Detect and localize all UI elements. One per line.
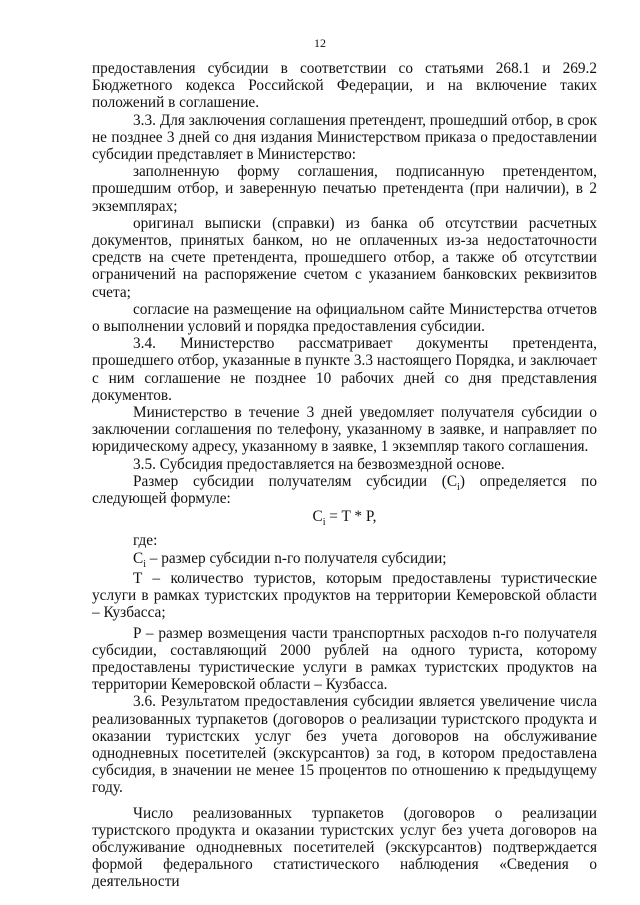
paragraph-subsidy-size: [92, 473, 597, 507]
paragraph-3-6: 3.6. Результатом предоставления субсидии является увеличение числа реализованных турпакетов (договоров о реализации туристского продукта и оказании туристских услуг без учета договоров на обслуживание однодневных посетителей (экскурсантов) за год, в котором предоставлена субсидия, в значении не менее 15 процентов по отношению к предыдущему году.: [92, 693, 597, 797]
formula-c: C: [312, 508, 323, 526]
subsidy-size-text-start: Размер субсидии получателям субсидии (C: [133, 472, 458, 490]
list-item-agreement-form: заполненную форму соглашения, подписанную претендентом, прошедшим отбор, и заверенную печатью претендента (при наличии), в 2 экземплярах;: [92, 163, 597, 215]
definition-p: P – размер возмещения части транспортных расходов n-го получателя субсидии, составляющий 2000 рублей на одного туриста, которому предоставлены туристические услуги в рамках туристских продуктов на территории Кемеровской области – Кузбасса.: [92, 624, 597, 694]
formula-rest: = T * P,: [325, 508, 377, 526]
definition-ci-c: C: [133, 549, 144, 567]
subscript-i: i: [457, 481, 460, 493]
page-number: 12: [314, 36, 326, 50]
subsidy-size-text-end: ) определяется по следующей формуле:: [92, 472, 597, 508]
paragraph-tour-packages: Число реализованных турпакетов (договоров о реализации туристского продукта и оказании туристских услуг без учета договоров на обслуживание однодневных посетителей (экскурсантов) подтверждается формой федерального статистического наблюдения «Сведения о деятельности: [92, 804, 597, 891]
paragraph-3-5: 3.5. Субсидия предоставляется на безвозмездной основе.: [133, 455, 505, 473]
paragraph-where: где:: [133, 532, 158, 550]
paragraph-notification: Министерство в течение 3 дней уведомляет получателя субсидии о заключении соглашения по телефону, указанному в заявке, и направляет по юридическому адресу, указанному в заявке, 1 экземпляр такого соглашения.: [92, 404, 597, 456]
definition-ci: [92, 549, 597, 570]
definition-t: T – количество туристов, которым предоставлены туристические услуги в рамках туристских продуктов на территории Кемеровской области – Кузбасса;: [92, 569, 597, 622]
paragraph-3-3: 3.3. Для заключения соглашения претендент, прошедший отбор, в срок не позднее 3 дней со дня издания Министерством приказа о предоставлении субсидии представляет в Министерство:: [92, 111, 597, 164]
formula-subscript-i: i: [322, 517, 326, 529]
list-item-consent: согласие на размещение на официальном сайте Министерства отчетов о выполнении условий и порядка предоставления субсидии.: [92, 300, 597, 336]
list-item-bank-statement: оригинал выписки (справки) из банка об отсутствии расчетных документов, принятых банком, но не оплаченных из-за недостаточности средств на счете претендента, прошедшего отбор, а также об отсутствии ограничений на распоряжение счетом с указанием банковских реквизитов счета;: [92, 214, 597, 301]
definition-ci-subscript: i: [143, 558, 146, 570]
definition-ci-text: – размер субсидии n-го получателя субсидии;: [145, 549, 447, 567]
paragraph-3-4: 3.4. Министерство рассматривает документы претендента, прошедшего отбор, указанные в пункте 3.3 настоящего Порядка, и заключает с ним соглашение не позднее 10 рабочих дней со дня представления документов.: [92, 335, 597, 404]
document-body: [92, 60, 597, 891]
paragraph-continuation: предоставления субсидии в соответствии со статьями 268.1 и 269.2 Бюджетного кодекса Российской Федерации, и на включение таких положений в соглашение.: [92, 60, 597, 112]
formula: [92, 508, 597, 529]
